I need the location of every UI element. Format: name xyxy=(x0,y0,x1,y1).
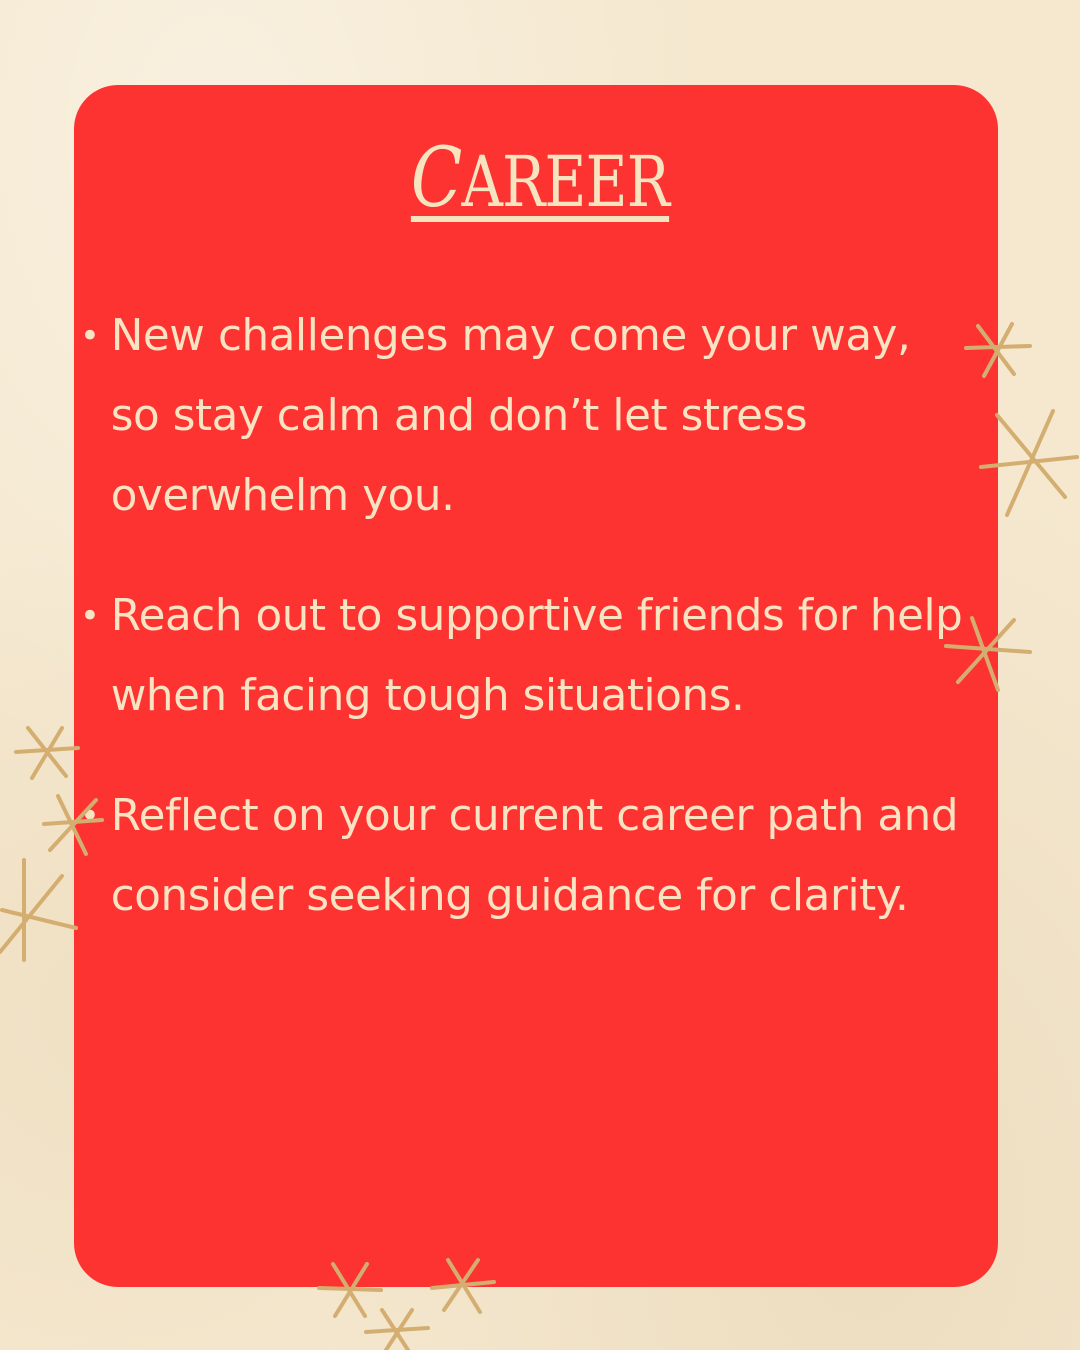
sparkle-icon xyxy=(975,405,1080,520)
bullet-text: Reach out to supportive friends for help when facing tough situations. xyxy=(110,590,963,721)
title-rest: AREER xyxy=(461,141,670,223)
bullet-icon: • xyxy=(80,596,100,636)
list-item xyxy=(80,296,922,536)
sparkle-icon xyxy=(942,612,1034,694)
list-item xyxy=(80,576,982,736)
bullet-icon: • xyxy=(80,796,100,836)
sparkle-icon xyxy=(40,790,106,860)
sparkle-icon xyxy=(962,318,1034,384)
sparkle-icon xyxy=(0,856,80,966)
sparkle-icon xyxy=(12,722,82,784)
bullet-text: New challenges may come your way, so stay calm and don’t let stress overwhelm you. xyxy=(110,310,911,521)
bullet-text: Reflect on your current career path and consider seeking guidance for clarity. xyxy=(110,790,959,921)
sparkle-icon xyxy=(428,1254,498,1318)
title-first-letter: C xyxy=(410,131,462,226)
page-title xyxy=(97,131,983,226)
bullet-icon: • xyxy=(80,316,100,356)
list-item xyxy=(80,776,982,936)
bullet-list xyxy=(80,296,980,976)
title-word xyxy=(410,131,670,226)
sparkle-icon xyxy=(362,1306,432,1350)
